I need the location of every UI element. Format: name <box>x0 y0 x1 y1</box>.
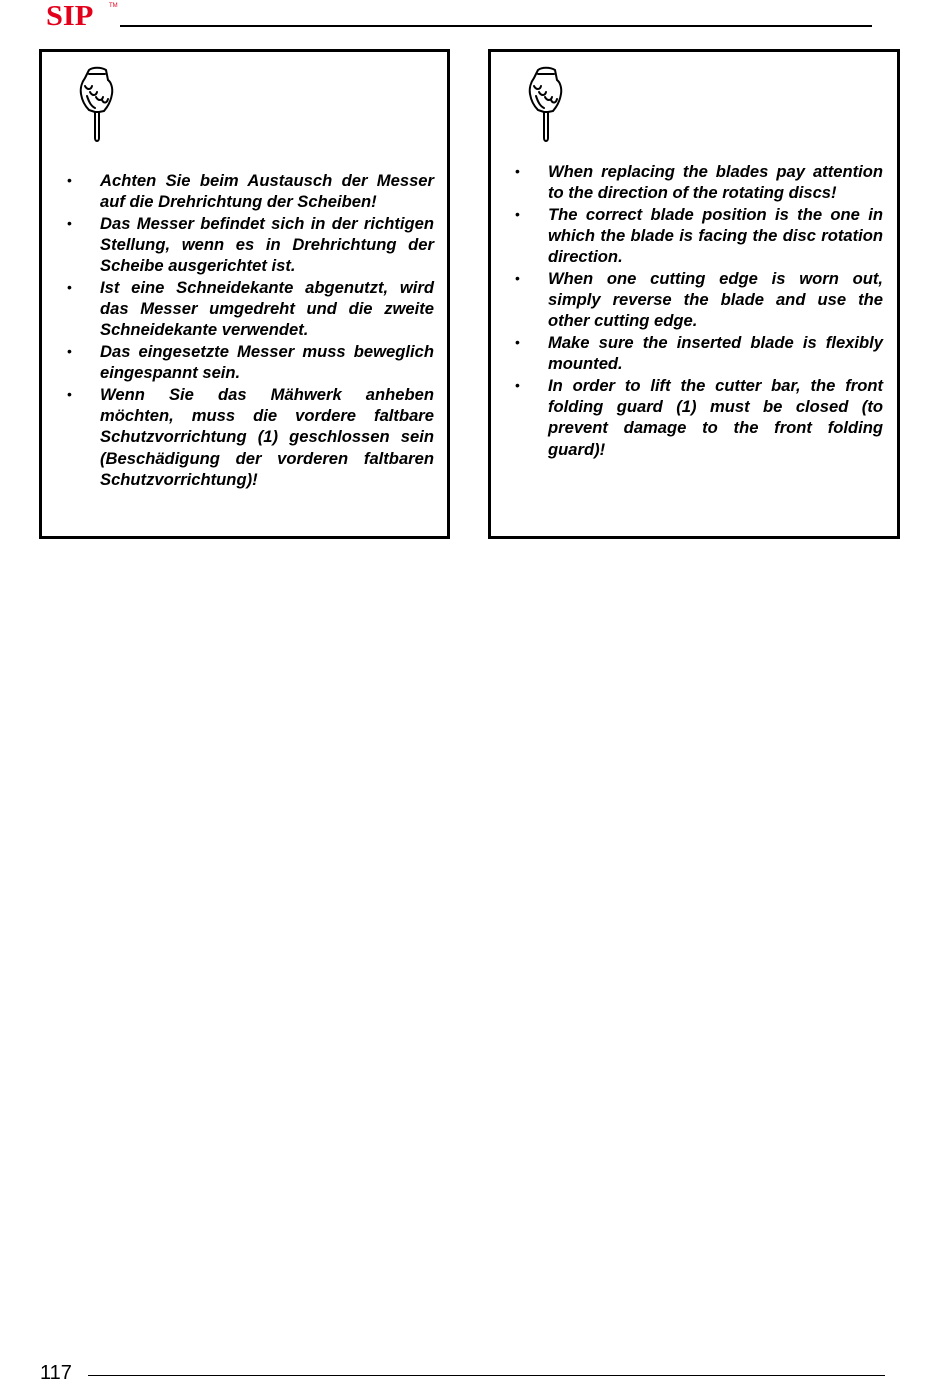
logo-trademark: TM <box>109 3 118 9</box>
footer-rule <box>88 1375 885 1376</box>
list-item: • Achten Sie beim Austausch der Messer auf die Drehrichtung der Scheiben! <box>100 170 434 212</box>
list-item: • Das Messer befindet sich in der richtigen Stellung, wenn es in Drehrichtung der Scheibe ausgerichtet ist. <box>100 213 434 277</box>
list-item: • Make sure the inserted blade is flexibly mounted. <box>548 332 883 374</box>
header-rule <box>120 25 872 27</box>
list-item: • Ist eine Schneidekante abgenutzt, wird das Messer umgedreht und die zweite Schneidekante verwendet. <box>100 277 434 341</box>
page-number: 117 <box>40 1362 72 1384</box>
list-item: • The correct blade position is the one in which the blade is facing the disc rotation direction. <box>548 204 883 268</box>
logo-text: SIP <box>46 0 94 32</box>
list-item: • When replacing the blades pay attention to the direction of the rotating discs! <box>548 161 883 203</box>
english-instructions-list <box>548 161 883 460</box>
list-item: • In order to lift the cutter bar, the front folding guard (1) must be closed (to prevent damage to the front folding guard)! <box>548 375 883 460</box>
german-instructions-list <box>100 170 434 491</box>
sip-logo <box>46 0 118 32</box>
german-notice-panel <box>39 49 450 539</box>
pointing-hand-icon <box>77 66 117 144</box>
pointing-hand-icon <box>526 66 566 144</box>
list-item: • Das eingesetzte Messer muss beweglich eingespannt sein. <box>100 341 434 383</box>
list-item: • When one cutting edge is worn out, simply reverse the blade and use the other cutting edge. <box>548 268 883 332</box>
list-item: • Wenn Sie das Mähwerk anheben möchten, muss die vordere faltbare Schutzvorrichtung (1) geschlossen sein (Beschädigung der vorderen faltbaren Schutzvorrichtung)! <box>100 384 434 490</box>
english-notice-panel <box>488 49 900 539</box>
